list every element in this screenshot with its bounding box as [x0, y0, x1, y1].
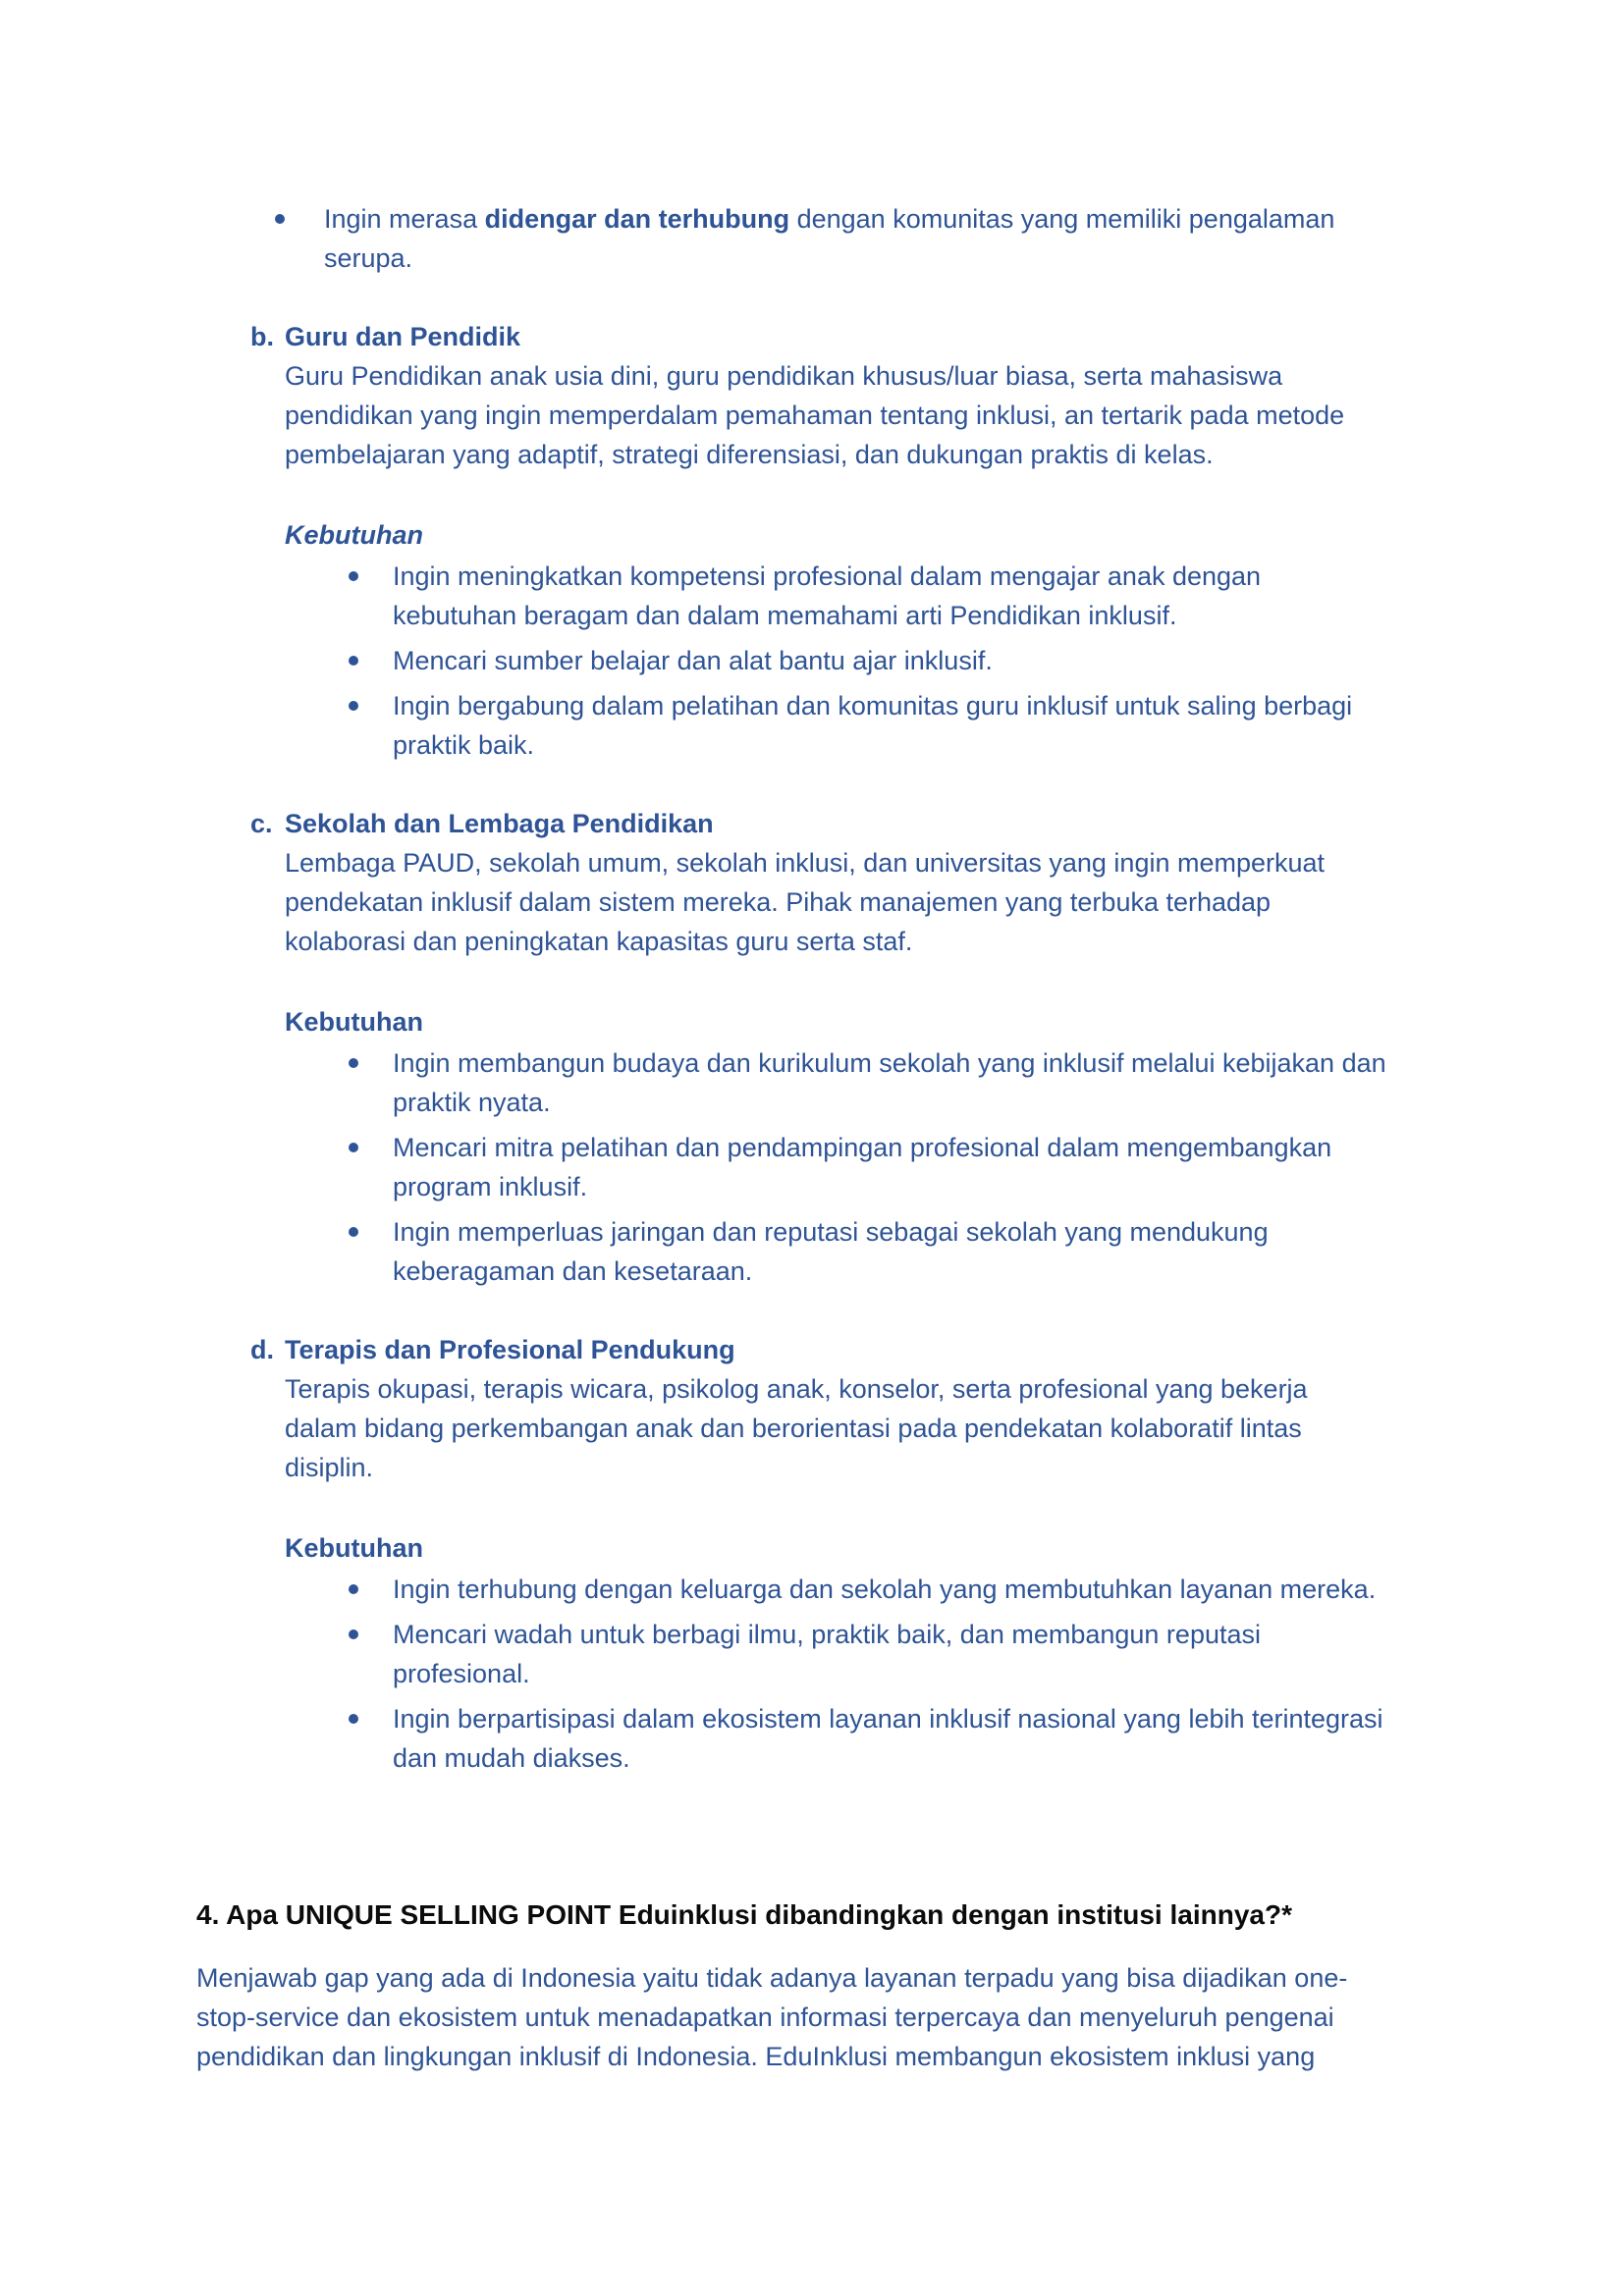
needs-heading: Kebutuhan	[285, 520, 423, 550]
description-line: Lembaga PAUD, sekolah umum, sekolah inklusi, dan universitas yang ingin memperkuat	[285, 848, 1326, 878]
bullet-icon	[349, 1629, 358, 1639]
need-line: Ingin meningkatkan kompetensi profesional dalam mengajar anak dengan	[393, 561, 1262, 591]
bullet-icon	[275, 214, 285, 224]
list-label: d.	[250, 1335, 274, 1364]
description-line: disiplin.	[285, 1453, 374, 1482]
audience-sections	[196, 317, 1428, 1778]
need-line: keberagaman dan kesetaraan.	[393, 1256, 753, 1286]
description-line: pendidikan yang ingin memperdalam pemahaman tentang inklusi, an tertarik pada metode	[285, 400, 1345, 430]
need-item	[285, 1615, 1428, 1693]
need-line: Ingin membangun budaya dan kurikulum sekolah yang inklusif melalui kebijakan dan	[393, 1048, 1386, 1078]
list-label: c.	[250, 809, 273, 838]
description-line: dalam bidang perkembangan anak dan berorientasi pada pendekatan kolaboratif lintas	[285, 1414, 1302, 1443]
need-item	[285, 557, 1428, 635]
intro-bullet-line	[324, 199, 1428, 239]
bullet-icon	[349, 571, 358, 581]
need-line: program inklusif.	[393, 1172, 588, 1201]
need-item	[285, 1570, 1428, 1609]
bullet-icon	[349, 1584, 358, 1594]
need-line: Ingin memperluas jaringan dan reputasi sebagai sekolah yang mendukung	[393, 1217, 1269, 1247]
bullet-icon	[349, 1058, 358, 1068]
section-title: Sekolah dan Lembaga Pendidikan	[285, 809, 714, 838]
audience-section	[196, 317, 1428, 765]
bullet-icon	[349, 701, 358, 711]
section-description	[285, 843, 1428, 961]
section-title: Terapis dan Profesional Pendukung	[285, 1335, 735, 1364]
intro-bullet-line: serupa.	[324, 243, 413, 273]
answer-line: Menjawab gap yang ada di Indonesia yaitu tidak adanya layanan terpadu yang bisa dijadikan one-	[196, 1963, 1348, 1993]
need-line: kebutuhan beragam dan dalam memahami arti Pendidikan inklusif.	[393, 601, 1177, 630]
answer-paragraph	[196, 1958, 1428, 2076]
list-label: b.	[250, 322, 274, 351]
bullet-icon	[349, 1143, 358, 1152]
description-line: Terapis okupasi, terapis wicara, psikolog anak, konselor, serta profesional yang bekerja	[285, 1374, 1308, 1404]
needs-list	[285, 557, 1428, 765]
needs-heading: Kebutuhan	[285, 1007, 423, 1037]
bullet-icon	[349, 1227, 358, 1237]
bullet-icon	[349, 1714, 358, 1724]
need-line: dan mudah diakses.	[393, 1743, 630, 1773]
need-item	[285, 1043, 1428, 1122]
needs-heading: Kebutuhan	[285, 1533, 423, 1563]
section-description	[285, 1369, 1428, 1487]
need-line: Ingin berpartisipasi dalam ekosistem layanan inklusif nasional yang lebih terintegrasi	[393, 1704, 1383, 1734]
intro-text: dengan komunitas yang memiliki pengalaman	[789, 204, 1335, 234]
answer-line: pendidikan dan lingkungan inklusif di Indonesia. EduInklusi membangun ekosistem inklusi yang	[196, 2042, 1316, 2071]
intro-text: Ingin merasa	[324, 204, 485, 234]
needs-list	[285, 1043, 1428, 1291]
need-item	[285, 1212, 1428, 1291]
description-line: pendekatan inklusif dalam sistem mereka. Pihak manajemen yang terbuka terhadap	[285, 887, 1272, 917]
need-item	[285, 641, 1428, 680]
question-heading: 4. Apa UNIQUE SELLING POINT Eduinklusi dibandingkan dengan institusi lainnya?*	[196, 1899, 1292, 1930]
section-description	[285, 356, 1428, 474]
need-line: Ingin bergabung dalam pelatihan dan komunitas guru inklusif untuk saling berbagi	[393, 691, 1353, 721]
description-line: pembelajaran yang adaptif, strategi diferensiasi, dan dukungan praktis di kelas.	[285, 440, 1214, 469]
need-item	[285, 1128, 1428, 1206]
need-line: profesional.	[393, 1659, 530, 1688]
needs-list	[285, 1570, 1428, 1778]
need-line: Ingin terhubung dengan keluarga dan sekolah yang membutuhkan layanan mereka.	[393, 1575, 1377, 1604]
need-line: Mencari sumber belajar dan alat bantu ajar inklusif.	[393, 646, 993, 675]
description-line: Guru Pendidikan anak usia dini, guru pendidikan khusus/luar biasa, serta mahasiswa	[285, 361, 1283, 391]
need-line: Mencari wadah untuk berbagi ilmu, praktik baik, dan membangun reputasi	[393, 1620, 1261, 1649]
intro-bullet-item	[196, 199, 1428, 278]
audience-section	[196, 804, 1428, 1291]
need-line: Mencari mitra pelatihan dan pendampingan profesional dalam mengembangkan	[393, 1133, 1332, 1162]
answer-line: stop-service dan ekosistem untuk menadapatkan informasi terpercaya dan menyeluruh pengenai	[196, 2002, 1334, 2032]
description-line: kolaborasi dan peningkatan kapasitas guru serta staf.	[285, 927, 913, 956]
need-item	[285, 1699, 1428, 1778]
need-line: praktik baik.	[393, 730, 535, 760]
bullet-icon	[349, 656, 358, 666]
need-item	[285, 686, 1428, 765]
intro-bold-text: didengar dan terhubung	[484, 204, 790, 234]
audience-section	[196, 1330, 1428, 1778]
need-line: praktik nyata.	[393, 1088, 551, 1117]
section-title: Guru dan Pendidik	[285, 322, 521, 351]
